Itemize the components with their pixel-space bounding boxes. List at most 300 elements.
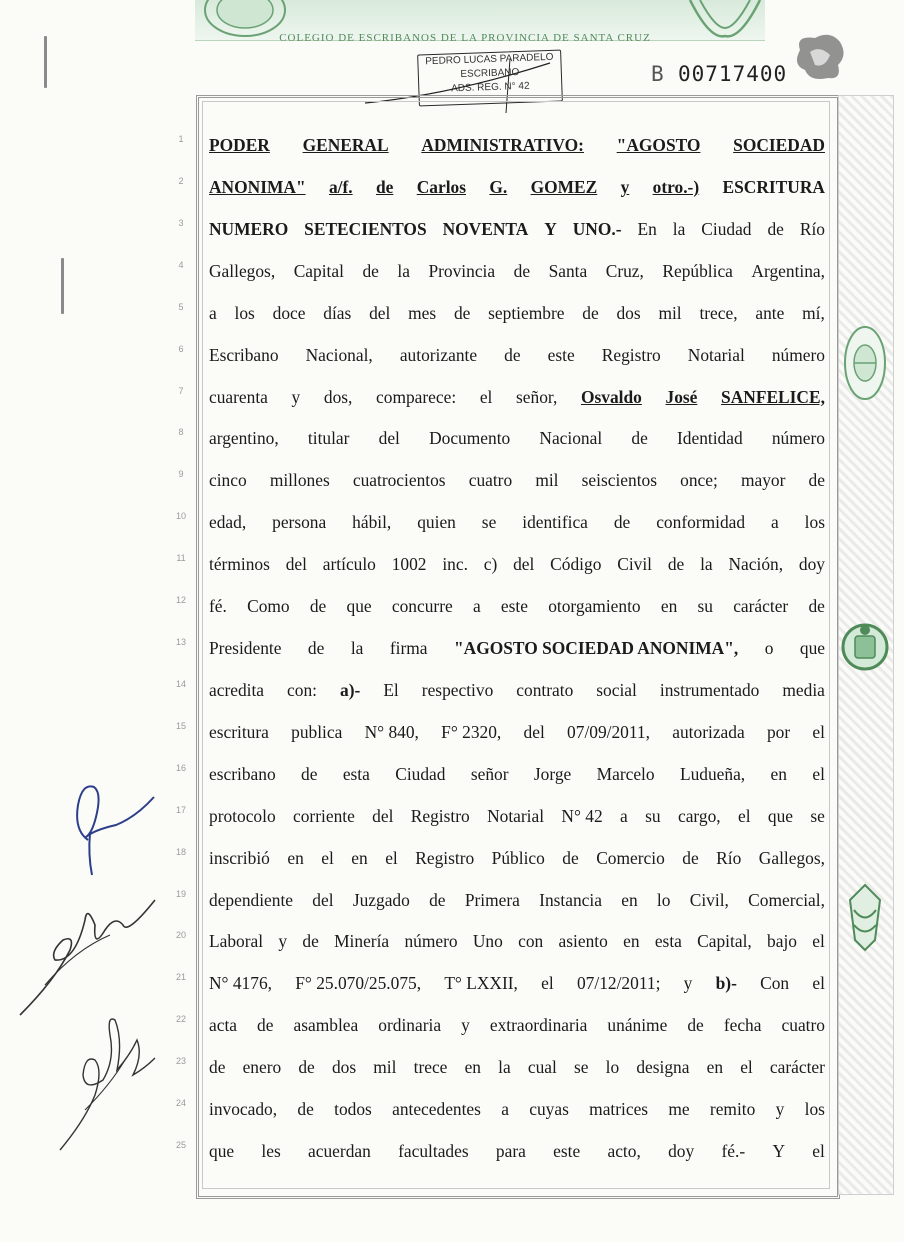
text-word: este bbox=[553, 1141, 581, 1162]
text-word: Registro bbox=[415, 847, 475, 868]
text-word: en bbox=[623, 931, 640, 952]
text-word: cargo, bbox=[677, 805, 721, 826]
line-number: 25 bbox=[175, 1140, 186, 1151]
handwritten-signature-1 bbox=[66, 775, 161, 885]
text-word: José bbox=[665, 386, 698, 407]
text-word: del bbox=[523, 721, 545, 742]
line-number: 7 bbox=[178, 385, 184, 396]
text-word: los bbox=[804, 1099, 825, 1120]
text-word: SOCIEDAD bbox=[733, 135, 825, 155]
text-word: PODER bbox=[209, 135, 270, 155]
text-word: este bbox=[500, 596, 528, 617]
deed-text-line bbox=[209, 1094, 825, 1124]
deed-text-line bbox=[209, 382, 825, 412]
text-word: media bbox=[782, 679, 825, 700]
text-word: para bbox=[495, 1141, 526, 1162]
text-word: número bbox=[771, 428, 825, 449]
stamp-line-title: ESCRIBANO bbox=[460, 66, 520, 81]
text-word: contrato bbox=[516, 679, 574, 700]
text-word: Uno bbox=[472, 931, 503, 952]
deed-text-line bbox=[209, 1052, 825, 1082]
text-word: en bbox=[660, 596, 678, 617]
text-word: acto, bbox=[607, 1141, 641, 1162]
text-word: Civil bbox=[617, 554, 653, 575]
text-word: inscribió bbox=[209, 847, 270, 868]
text-word: Registro bbox=[410, 805, 470, 826]
text-word: todos bbox=[334, 1099, 372, 1120]
line-number: 9 bbox=[178, 469, 184, 480]
text-word: número bbox=[771, 344, 825, 365]
text-word: UNO.- bbox=[572, 218, 622, 239]
text-word: la bbox=[672, 218, 686, 239]
text-word: cual bbox=[527, 1057, 557, 1078]
text-word: "AGOSTO SOCIEDAD ANONIMA", bbox=[453, 638, 739, 659]
text-word: del bbox=[372, 805, 394, 826]
text-word: de bbox=[808, 596, 825, 617]
province-coat-of-arms-icon bbox=[840, 612, 890, 682]
text-word: de bbox=[562, 847, 579, 868]
text-word: titular bbox=[307, 428, 350, 449]
text-word: Juzgado bbox=[352, 889, 410, 910]
text-word: señor, bbox=[516, 386, 558, 407]
text-word: designa bbox=[636, 1057, 690, 1078]
text-word: remito bbox=[709, 1099, 756, 1120]
line-number: 5 bbox=[178, 301, 184, 312]
line-number: 19 bbox=[175, 888, 186, 899]
deed-text-line bbox=[209, 214, 825, 244]
text-word: de bbox=[767, 218, 784, 239]
deed-text-line bbox=[209, 507, 825, 537]
text-word: Y bbox=[544, 218, 557, 239]
text-word: el bbox=[541, 973, 554, 994]
deed-text-line bbox=[209, 130, 825, 160]
text-word: dos, bbox=[323, 386, 353, 407]
text-word: a bbox=[620, 805, 628, 826]
text-word: ante bbox=[755, 302, 785, 323]
text-word: SETECIENTOS bbox=[304, 218, 427, 239]
text-word: Con bbox=[760, 973, 790, 994]
text-word: Osvaldo bbox=[580, 386, 642, 407]
text-word: millones bbox=[269, 470, 330, 491]
binding-mark bbox=[44, 36, 47, 88]
text-word: a bbox=[501, 1099, 509, 1120]
text-word: asiento bbox=[558, 931, 608, 952]
text-word: Nacional, bbox=[305, 344, 373, 365]
text-word: se bbox=[481, 512, 497, 533]
text-word: mil bbox=[535, 470, 559, 491]
stamp-line-registry: ADS. REG. N° 42 bbox=[450, 80, 530, 95]
text-word: que bbox=[799, 638, 825, 659]
text-word: social bbox=[596, 679, 637, 700]
text-word: del bbox=[513, 554, 535, 575]
handwritten-signature-3 bbox=[55, 1000, 165, 1155]
text-word: el bbox=[812, 931, 825, 952]
text-word: N° 840, bbox=[364, 721, 419, 742]
line-number: 21 bbox=[175, 972, 186, 983]
text-word: doy bbox=[668, 1141, 695, 1162]
text-word: que bbox=[767, 805, 794, 826]
text-word: cuatrocientos bbox=[352, 470, 446, 491]
text-word: inc. bbox=[442, 554, 468, 575]
deed-text-line bbox=[209, 340, 825, 370]
text-word: Comercial, bbox=[748, 889, 825, 910]
text-word: ADMINISTRATIVO: bbox=[421, 135, 584, 155]
text-word: esta bbox=[342, 763, 370, 784]
text-word: señor bbox=[470, 763, 509, 784]
stamp-line-name: PEDRO LUCAS PARADELO bbox=[425, 51, 554, 68]
text-word: el bbox=[812, 1141, 825, 1162]
line-number: 14 bbox=[175, 678, 186, 689]
text-word: ESCRITURA bbox=[722, 176, 825, 197]
text-word: Nación, bbox=[728, 554, 784, 575]
text-word: cinco bbox=[209, 470, 247, 491]
text-word: GOMEZ bbox=[530, 176, 598, 197]
text-word: mayor bbox=[740, 470, 786, 491]
line-number: 11 bbox=[176, 553, 186, 564]
deed-text-line bbox=[209, 298, 825, 328]
text-word: de bbox=[453, 302, 471, 323]
text-word: extraordinaria bbox=[489, 1015, 588, 1036]
deed-text-line bbox=[209, 801, 825, 831]
text-word: de bbox=[513, 260, 531, 281]
text-word: Santa bbox=[548, 260, 588, 281]
text-word: trece bbox=[413, 1057, 448, 1078]
text-word: N° 42 bbox=[561, 805, 603, 826]
line-number: 2 bbox=[178, 175, 184, 186]
text-word: quien bbox=[417, 512, 456, 533]
text-word: conformidad bbox=[656, 512, 746, 533]
text-word: la bbox=[498, 1057, 511, 1078]
deed-text-line bbox=[209, 675, 825, 705]
text-word: en bbox=[706, 1057, 724, 1078]
text-word: del bbox=[285, 554, 307, 575]
argentina-seal-icon bbox=[842, 322, 888, 404]
text-word: de bbox=[682, 847, 699, 868]
text-word: F° 2320, bbox=[441, 721, 502, 742]
text-word: de bbox=[362, 260, 379, 281]
deed-text-line bbox=[209, 591, 825, 621]
text-word: los bbox=[804, 512, 825, 533]
serial-series: B bbox=[651, 62, 664, 86]
text-word: Carlos bbox=[416, 176, 466, 197]
text-word: Laboral bbox=[209, 931, 264, 952]
text-word: asamblea bbox=[293, 1015, 359, 1036]
text-word: en bbox=[621, 889, 638, 910]
text-word: Ludueña, bbox=[679, 763, 746, 784]
text-word: del bbox=[369, 302, 391, 323]
text-word: hábil, bbox=[352, 512, 392, 533]
text-word: dos bbox=[616, 302, 641, 323]
text-word: Notarial bbox=[487, 805, 545, 826]
text-word: once; bbox=[680, 470, 718, 491]
text-word: b)- bbox=[715, 973, 737, 994]
text-word: "AGOSTO bbox=[616, 135, 701, 155]
text-word: mes bbox=[408, 302, 437, 323]
text-word: Ciudad bbox=[395, 763, 446, 784]
text-word: a)- bbox=[340, 679, 361, 700]
text-word: de bbox=[298, 1057, 315, 1078]
text-word: septiembre bbox=[488, 302, 565, 323]
deed-text-line bbox=[209, 172, 825, 202]
deed-text-line bbox=[209, 423, 825, 453]
line-number: 12 bbox=[175, 595, 186, 606]
text-word: Registro bbox=[601, 344, 661, 365]
text-word: comparece: bbox=[376, 386, 457, 407]
text-word: doy bbox=[798, 554, 825, 575]
text-word: dependiente bbox=[209, 889, 294, 910]
text-word: Notarial bbox=[687, 344, 745, 365]
text-word: de bbox=[307, 638, 325, 659]
text-word: instrumentado bbox=[659, 679, 760, 700]
text-word: otorgamiento bbox=[548, 596, 641, 617]
text-word: en bbox=[464, 1057, 481, 1078]
text-word: firma bbox=[389, 638, 428, 659]
text-word: mil bbox=[373, 1057, 397, 1078]
text-word: y bbox=[291, 386, 301, 407]
line-number: 24 bbox=[175, 1098, 186, 1109]
text-word: la bbox=[350, 638, 364, 659]
text-word: G. bbox=[489, 176, 508, 197]
text-word: dos bbox=[331, 1057, 357, 1078]
text-word: protocolo bbox=[209, 805, 276, 826]
text-word: cuarenta bbox=[209, 386, 268, 407]
text-word: Provincia bbox=[428, 260, 496, 281]
text-word: Capital bbox=[293, 260, 344, 281]
text-word: En bbox=[637, 218, 657, 239]
line-number: 22 bbox=[175, 1014, 186, 1025]
text-word: fé. bbox=[209, 596, 227, 617]
text-word: o bbox=[764, 638, 774, 659]
text-word: unánime bbox=[607, 1015, 668, 1036]
text-word: con bbox=[518, 931, 544, 952]
text-word: Capital, bbox=[697, 931, 752, 952]
text-word: invocado, bbox=[209, 1099, 278, 1120]
text-word: Jorge bbox=[533, 763, 572, 784]
deed-text-line bbox=[209, 633, 825, 663]
text-word: otro.-) bbox=[652, 176, 700, 197]
line-number: 18 bbox=[175, 846, 186, 857]
text-word: este bbox=[547, 344, 575, 365]
text-word: Minería bbox=[334, 931, 390, 952]
line-number: 15 bbox=[175, 720, 186, 731]
text-word: les bbox=[261, 1141, 281, 1162]
text-word: 07/12/2011; bbox=[576, 973, 661, 994]
text-word: Río bbox=[799, 218, 825, 239]
text-word: el bbox=[385, 847, 398, 868]
text-word: días bbox=[323, 302, 352, 323]
text-word: del bbox=[312, 889, 334, 910]
text-word: el bbox=[812, 973, 825, 994]
binding-mark bbox=[61, 258, 64, 314]
text-word: argentino, bbox=[209, 428, 279, 449]
text-word: de bbox=[808, 470, 825, 491]
text-word: seiscientos bbox=[581, 470, 658, 491]
text-word: autorizante bbox=[399, 344, 478, 365]
text-word: de bbox=[582, 302, 599, 323]
ink-seal-blot bbox=[790, 30, 850, 85]
text-word: respectivo bbox=[421, 679, 494, 700]
text-word: Como bbox=[247, 596, 290, 617]
text-word: Marcelo bbox=[596, 763, 655, 784]
text-word: el bbox=[737, 805, 751, 826]
deed-text-line bbox=[209, 843, 825, 873]
text-word: corriente bbox=[293, 805, 355, 826]
text-word: F° 25.070/25.075, bbox=[295, 973, 422, 994]
deed-text-line bbox=[209, 926, 825, 956]
text-word: por bbox=[766, 721, 791, 742]
text-word: República bbox=[662, 260, 733, 281]
text-word: doce bbox=[272, 302, 306, 323]
text-word: de bbox=[631, 428, 648, 449]
line-number: 3 bbox=[178, 217, 184, 228]
text-word: Escribano bbox=[209, 344, 279, 365]
text-word: términos bbox=[209, 554, 270, 575]
text-word: persona bbox=[272, 512, 327, 533]
line-number: 20 bbox=[175, 930, 186, 941]
text-word: bajo bbox=[767, 931, 797, 952]
text-word: N° 4176, bbox=[209, 973, 272, 994]
line-number: 6 bbox=[178, 343, 184, 354]
text-word: c) bbox=[483, 554, 498, 575]
text-word: carácter bbox=[769, 1057, 825, 1078]
text-word: a bbox=[209, 302, 217, 323]
text-word: el bbox=[321, 847, 334, 868]
text-word: NOVENTA bbox=[442, 218, 529, 239]
text-word: Y bbox=[772, 1141, 785, 1162]
text-word: mí, bbox=[802, 302, 825, 323]
eagle-emblem-icon bbox=[840, 880, 890, 955]
text-word: matrices bbox=[589, 1099, 649, 1120]
text-word: T° LXXII, bbox=[444, 973, 518, 994]
text-word: su bbox=[697, 596, 713, 617]
text-word: carácter bbox=[733, 596, 789, 617]
text-word: de bbox=[309, 596, 327, 617]
text-word: se bbox=[810, 805, 825, 826]
line-number: 16 bbox=[175, 762, 186, 773]
text-word: de bbox=[613, 512, 631, 533]
text-word: lo bbox=[605, 1057, 620, 1078]
text-word: que bbox=[209, 1141, 235, 1162]
text-word: Primera bbox=[464, 889, 520, 910]
text-word: de bbox=[687, 1015, 704, 1036]
deed-text-line bbox=[209, 968, 825, 998]
text-word: de bbox=[209, 1057, 226, 1078]
text-word: acredita bbox=[209, 679, 265, 700]
text-word: de bbox=[301, 763, 318, 784]
text-word: 1002 bbox=[391, 554, 427, 575]
text-word: escritura bbox=[209, 721, 269, 742]
text-word: Presidente bbox=[209, 638, 282, 659]
text-word: cuyas bbox=[529, 1099, 569, 1120]
deed-text-line bbox=[209, 549, 825, 579]
text-word: ordinaria bbox=[378, 1015, 442, 1036]
text-word: fecha bbox=[723, 1015, 762, 1036]
text-word: de bbox=[257, 1015, 274, 1036]
text-word: facultades bbox=[398, 1141, 469, 1162]
text-word: cuatro bbox=[781, 1015, 825, 1036]
text-word: en bbox=[351, 847, 368, 868]
text-word: Identidad bbox=[676, 428, 743, 449]
deed-text-line bbox=[209, 1136, 825, 1166]
text-word: acta bbox=[209, 1015, 237, 1036]
text-word: Cruz, bbox=[605, 260, 644, 281]
line-number: 17 bbox=[175, 804, 186, 815]
text-word: Instancia bbox=[539, 889, 602, 910]
text-word: Código bbox=[550, 554, 602, 575]
deed-text-line bbox=[209, 717, 825, 747]
text-word: Nacional bbox=[539, 428, 603, 449]
deed-text-line bbox=[209, 256, 825, 286]
text-word: la bbox=[700, 554, 713, 575]
text-word: SANFELICE, bbox=[721, 386, 825, 407]
text-word: Civil, bbox=[689, 889, 729, 910]
text-word: esta bbox=[654, 931, 682, 952]
text-word: Ciudad bbox=[701, 218, 752, 239]
text-word: y bbox=[278, 931, 288, 952]
text-word: con: bbox=[287, 679, 317, 700]
text-word: el bbox=[479, 386, 493, 407]
text-word: mil bbox=[658, 302, 682, 323]
text-word: en bbox=[770, 763, 787, 784]
text-word: edad, bbox=[209, 512, 247, 533]
deed-text-line bbox=[209, 465, 825, 495]
text-word: a/f. bbox=[328, 176, 353, 197]
text-word: El bbox=[383, 679, 399, 700]
line-number: 1 bbox=[178, 134, 184, 144]
line-number: 10 bbox=[175, 511, 186, 522]
text-word: publica bbox=[291, 721, 343, 742]
line-number: 8 bbox=[178, 427, 184, 438]
text-word: de bbox=[297, 1099, 314, 1120]
text-word: GENERAL bbox=[302, 135, 389, 155]
line-number: 23 bbox=[175, 1056, 186, 1067]
text-word: y bbox=[775, 1099, 785, 1120]
text-word: los bbox=[234, 302, 255, 323]
text-word: artículo bbox=[322, 554, 376, 575]
text-word: y bbox=[620, 176, 630, 197]
text-word: autorizada bbox=[672, 721, 745, 742]
text-word: a bbox=[472, 596, 481, 617]
text-word: Gallegos, bbox=[209, 260, 276, 281]
text-word: Comercio bbox=[596, 847, 665, 868]
serial-number: 00717400 bbox=[678, 62, 788, 86]
text-word: acuerdan bbox=[308, 1141, 371, 1162]
deed-text-line bbox=[209, 759, 825, 789]
text-word: ANONIMA" bbox=[209, 176, 306, 197]
text-word: Argentina, bbox=[751, 260, 825, 281]
text-word: de bbox=[302, 931, 319, 952]
text-word: Público bbox=[491, 847, 545, 868]
text-word: Río bbox=[716, 847, 742, 868]
text-word: de bbox=[429, 889, 446, 910]
text-word: 07/09/2011, bbox=[567, 721, 650, 742]
text-word: antecedentes bbox=[392, 1099, 481, 1120]
text-word: escribano bbox=[209, 763, 276, 784]
text-word: Gallegos, bbox=[758, 847, 825, 868]
text-word: fé.- bbox=[721, 1141, 746, 1162]
text-word: cuatro bbox=[468, 470, 513, 491]
text-word: se bbox=[573, 1057, 589, 1078]
line-number: 4 bbox=[178, 259, 184, 270]
text-word: su bbox=[645, 805, 661, 826]
text-word: en bbox=[287, 847, 304, 868]
text-word: número bbox=[404, 931, 458, 952]
line-number: 13 bbox=[175, 637, 186, 648]
deed-text-line bbox=[209, 885, 825, 915]
deed-text-line bbox=[209, 1010, 825, 1040]
text-word: enero bbox=[242, 1057, 282, 1078]
text-word: la bbox=[397, 260, 410, 281]
